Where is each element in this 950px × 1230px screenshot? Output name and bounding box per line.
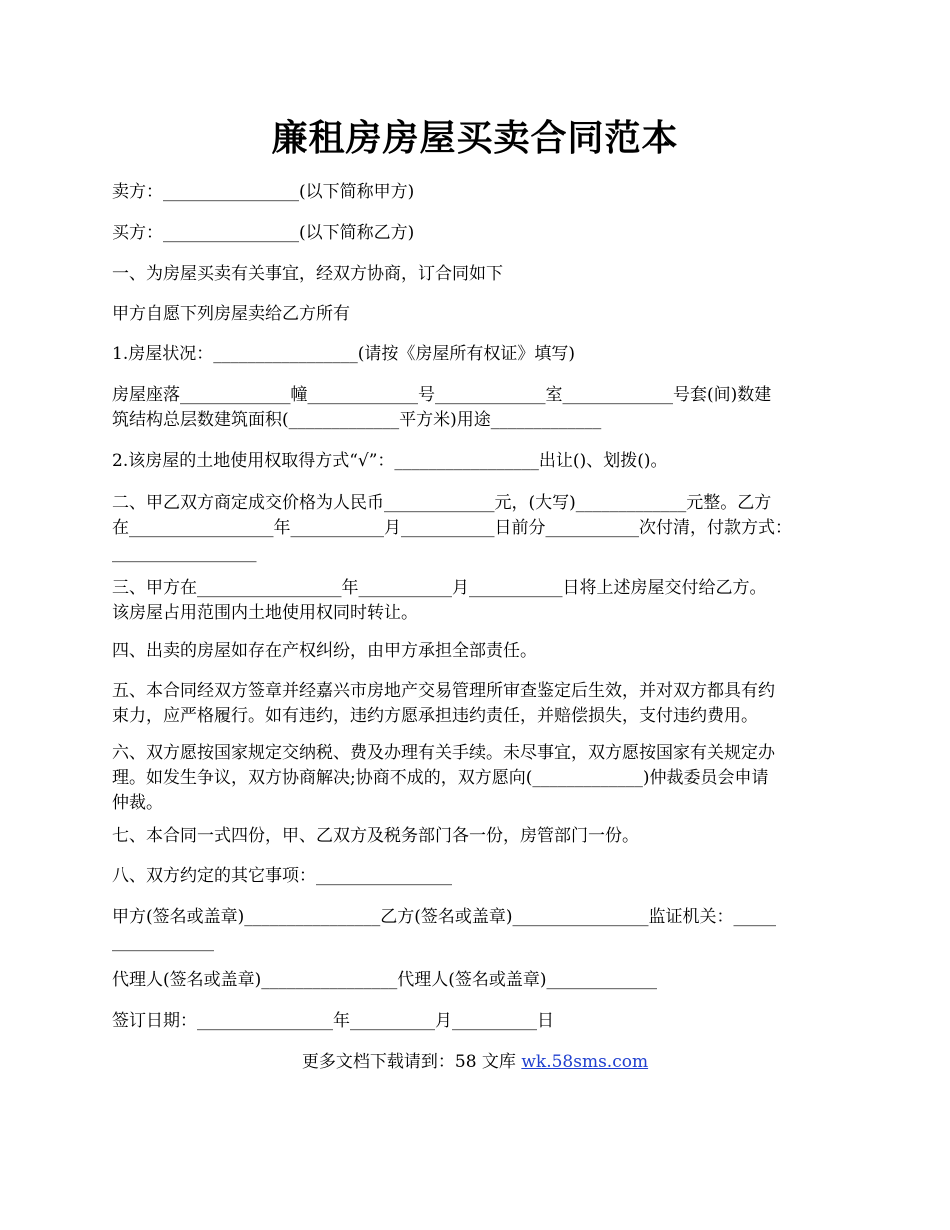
signature-block — [112, 905, 842, 955]
clause-delivery-line-2: 该房屋占用范围内土地使用权同时转让。 — [112, 603, 418, 623]
signing-date — [112, 1009, 842, 1034]
buyer-text: 买方：________________(以下简称乙方) — [112, 223, 415, 243]
agent-text: 代理人(签名或盖章)________________代理人(签名或盖章)_____________ — [112, 970, 658, 990]
signature-line-1: 甲方(签名或盖章)________________乙方(签名或盖章)________________监证机关：_____ — [112, 907, 777, 927]
clause-intro — [112, 262, 842, 287]
buyer-line — [112, 221, 842, 246]
clause-tax-line-3: 仲裁。 — [112, 793, 163, 813]
clause-price-line-3: _________________ — [112, 543, 257, 563]
clause-price-line-2: 在_________________年___________月___________日前分___________次付清，付款方式： — [112, 518, 792, 538]
clause-tax — [112, 741, 842, 816]
house-location-line-1: 房屋座落_____________幢_____________号_____________室_____________号套(间)数建 — [112, 385, 772, 405]
footer-text: 更多文档下载请到：58 文库 — [301, 1052, 522, 1072]
signing-date-text: 签订日期：________________年__________月__________日 — [112, 1011, 554, 1031]
clause-effect-line-2: 束力，应严格履行。如有违约，违约方愿承担违约责任，并赔偿损失，支付违约费用。 — [112, 706, 758, 726]
clause-dispute-text: 四、出卖的房屋如存在产权纠纷，由甲方承担全部责任。 — [112, 641, 537, 661]
clause-other-text: 八、双方约定的其它事项：________________ — [112, 866, 452, 886]
clause-tax-line-2: 理。如发生争议，双方协商解决;协商不成的，双方愿向(_____________)仲裁委员会申请 — [112, 768, 769, 788]
signature-line-2: ____________ — [112, 932, 214, 952]
clause-copies-text: 七、本合同一式四份，甲、乙双方及税务部门各一份，房管部门一份。 — [112, 826, 639, 846]
footer — [0, 1050, 950, 1075]
clause-dispute — [112, 639, 842, 664]
clause-effect — [112, 679, 842, 729]
clause-delivery-line-1: 三、甲方在_________________年___________月___________日将上述房屋交付给乙方。 — [112, 578, 767, 598]
house-location-line-2: 筑结构总层数建筑面积(_____________平方米)用途_____________ — [112, 410, 602, 430]
land-use-right-text: 2.该房屋的土地使用权取得方式“√”：_________________出让()、划拨()。 — [112, 451, 668, 471]
seller-line — [112, 180, 842, 205]
document-title: 廉租房房屋买卖合同范本 — [271, 117, 679, 159]
seller-intent-text: 甲方自愿下列房屋卖给乙方所有 — [112, 304, 350, 324]
footer-link[interactable]: wk.58sms.com — [521, 1052, 649, 1072]
clause-price — [112, 491, 842, 566]
seller-intent — [112, 302, 842, 327]
clause-effect-line-1: 五、本合同经双方签章并经嘉兴市房地产交易管理所审查鉴定后生效，并对双方都具有约 — [112, 681, 775, 701]
land-use-right — [112, 449, 842, 474]
seller-text: 卖方：________________(以下简称甲方) — [112, 182, 415, 202]
clause-copies — [112, 824, 842, 849]
house-status — [112, 342, 842, 367]
clause-other — [112, 864, 842, 889]
house-location — [112, 383, 842, 433]
clause-tax-line-1: 六、双方愿按国家规定交纳税、费及办理有关手续。未尽事宜，双方愿按国家有关规定办 — [112, 743, 775, 763]
clause-intro-text: 一、为房屋买卖有关事宜，经双方协商，订合同如下 — [112, 264, 503, 284]
house-status-text: 1.房屋状况：_________________(请按《房屋所有权证》填写) — [112, 344, 575, 364]
clause-delivery — [112, 576, 842, 626]
agent-line — [112, 968, 842, 993]
clause-price-line-1: 二、甲乙双方商定成交价格为人民币_____________元，(大写)_____________元整。乙方 — [112, 493, 772, 513]
